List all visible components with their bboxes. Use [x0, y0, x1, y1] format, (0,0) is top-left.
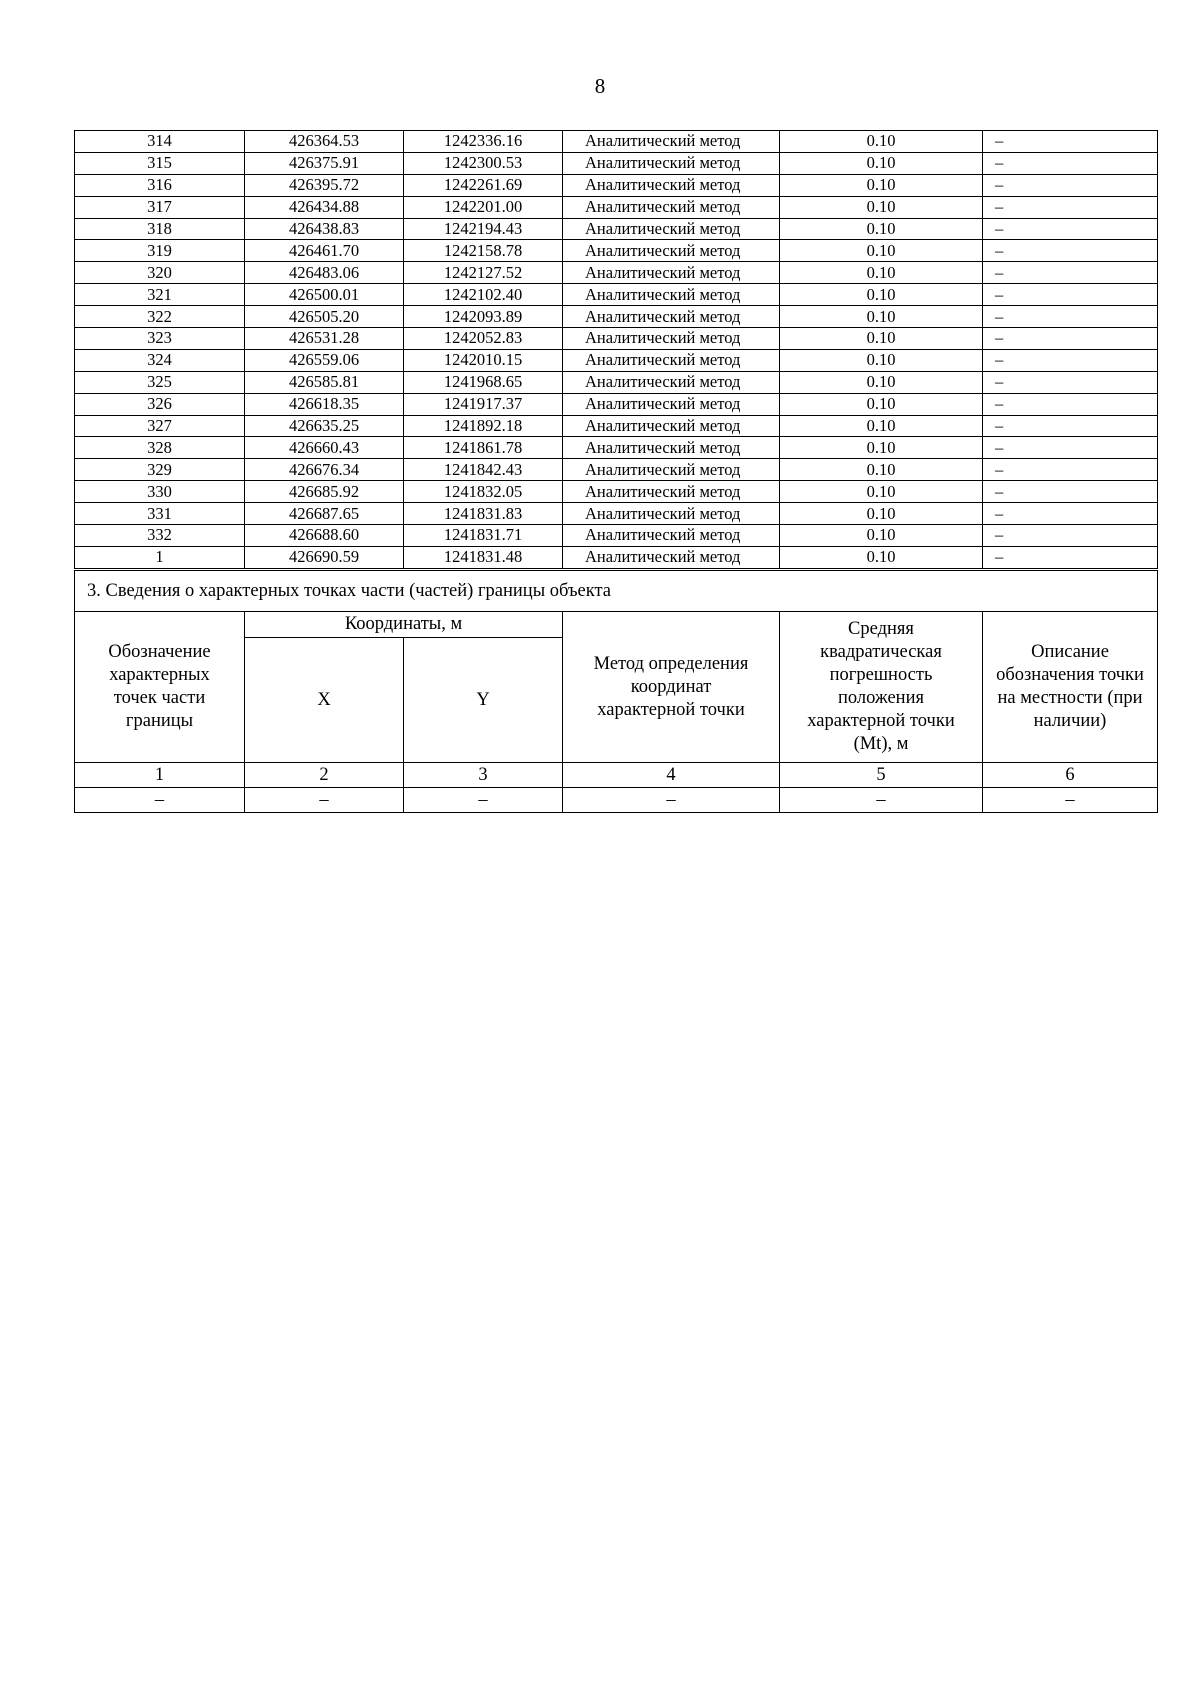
method-cell: Аналитический метод — [563, 174, 780, 196]
point-number-cell: 322 — [75, 306, 245, 328]
method-cell: Аналитический метод — [563, 328, 780, 350]
point-number-cell: 1 — [75, 546, 245, 568]
column-number-cell: 4 — [563, 763, 780, 788]
coord-y-cell: 1242300.53 — [404, 152, 563, 174]
point-number-cell: 332 — [75, 525, 245, 547]
point-number-cell: 316 — [75, 174, 245, 196]
point-number-cell: 327 — [75, 415, 245, 437]
section3-table — [74, 570, 1158, 813]
point-number-cell: 325 — [75, 371, 245, 393]
coord-y-cell: 1242010.15 — [404, 349, 563, 371]
point-number-cell: 315 — [75, 152, 245, 174]
coord-x-cell: 426505.20 — [245, 306, 404, 328]
table-row — [75, 131, 1158, 153]
table-row — [75, 481, 1158, 503]
point-number-cell: 318 — [75, 218, 245, 240]
accuracy-cell: 0.10 — [780, 262, 983, 284]
table-row — [75, 218, 1158, 240]
accuracy-cell: 0.10 — [780, 328, 983, 350]
accuracy-cell: 0.10 — [780, 218, 983, 240]
point-number-cell: 328 — [75, 437, 245, 459]
accuracy-cell: 0.10 — [780, 546, 983, 568]
point-number-cell: 320 — [75, 262, 245, 284]
header-x: X — [245, 638, 404, 763]
method-cell: Аналитический метод — [563, 459, 780, 481]
point-number-cell: 317 — [75, 196, 245, 218]
point-number-cell: 314 — [75, 131, 245, 153]
description-cell: – — [983, 393, 1158, 415]
coord-x-cell: 426500.01 — [245, 284, 404, 306]
header-point-designation: Обозначение характерных точек части границы — [75, 612, 245, 763]
coord-x-cell: 426618.35 — [245, 393, 404, 415]
coord-x-cell: 426585.81 — [245, 371, 404, 393]
description-cell: – — [983, 152, 1158, 174]
table-row — [75, 371, 1158, 393]
description-cell: – — [983, 349, 1158, 371]
accuracy-cell: 0.10 — [780, 131, 983, 153]
header-accuracy — [780, 612, 983, 763]
coord-y-cell: 1242194.43 — [404, 218, 563, 240]
method-cell: Аналитический метод — [563, 152, 780, 174]
empty-value-cell: – — [245, 788, 404, 813]
accuracy-cell: 0.10 — [780, 437, 983, 459]
description-cell: – — [983, 546, 1158, 568]
section3-empty-row — [75, 788, 1158, 813]
description-cell: – — [983, 131, 1158, 153]
coord-x-cell: 426364.53 — [245, 131, 404, 153]
header-y: Y — [404, 638, 563, 763]
section3-title: 3. Сведения о характерных точках части (частей) границы объекта — [75, 571, 1158, 612]
empty-value-cell: – — [404, 788, 563, 813]
table-row — [75, 415, 1158, 437]
header-method: Метод определения координат характерной точки — [563, 612, 780, 763]
coord-x-cell: 426688.60 — [245, 525, 404, 547]
column-number-cell: 2 — [245, 763, 404, 788]
section3-column-numbers-row — [75, 763, 1158, 788]
method-cell: Аналитический метод — [563, 525, 780, 547]
coord-y-cell: 1241842.43 — [404, 459, 563, 481]
description-cell: – — [983, 174, 1158, 196]
description-cell: – — [983, 284, 1158, 306]
description-cell: – — [983, 328, 1158, 350]
table-row — [75, 437, 1158, 459]
description-cell: – — [983, 503, 1158, 525]
coord-y-cell: 1242093.89 — [404, 306, 563, 328]
coord-y-cell: 1241831.83 — [404, 503, 563, 525]
boundary-points-body — [75, 131, 1158, 569]
method-cell: Аналитический метод — [563, 393, 780, 415]
accuracy-cell: 0.10 — [780, 306, 983, 328]
coord-x-cell: 426438.83 — [245, 218, 404, 240]
accuracy-cell: 0.10 — [780, 240, 983, 262]
description-cell: – — [983, 525, 1158, 547]
point-number-cell: 324 — [75, 349, 245, 371]
method-cell: Аналитический метод — [563, 371, 780, 393]
description-cell: – — [983, 481, 1158, 503]
coord-y-cell: 1241831.71 — [404, 525, 563, 547]
coord-y-cell: 1242336.16 — [404, 131, 563, 153]
coord-x-cell: 426690.59 — [245, 546, 404, 568]
coord-x-cell: 426685.92 — [245, 481, 404, 503]
point-number-cell: 323 — [75, 328, 245, 350]
coord-y-cell: 1242201.00 — [404, 196, 563, 218]
empty-value-cell: – — [983, 788, 1158, 813]
empty-value-cell: – — [75, 788, 245, 813]
coord-x-cell: 426635.25 — [245, 415, 404, 437]
coord-x-cell: 426559.06 — [245, 349, 404, 371]
coord-y-cell: 1241831.48 — [404, 546, 563, 568]
point-number-cell: 319 — [75, 240, 245, 262]
method-cell: Аналитический метод — [563, 546, 780, 568]
header-accuracy-text: Средняя квадратическая погрешность положения характерной точки (Mt), м — [807, 619, 955, 754]
table-row — [75, 503, 1158, 525]
column-number-cell: 6 — [983, 763, 1158, 788]
method-cell: Аналитический метод — [563, 503, 780, 525]
coord-y-cell: 1241917.37 — [404, 393, 563, 415]
header-description: Описание обозначения точки на местности (при наличии) — [983, 612, 1158, 763]
description-cell: – — [983, 196, 1158, 218]
table-row — [75, 525, 1158, 547]
accuracy-cell: 0.10 — [780, 152, 983, 174]
table-row — [75, 240, 1158, 262]
empty-value-cell: – — [780, 788, 983, 813]
accuracy-cell: 0.10 — [780, 371, 983, 393]
table-row — [75, 284, 1158, 306]
coord-x-cell: 426434.88 — [245, 196, 404, 218]
accuracy-cell: 0.10 — [780, 415, 983, 437]
coord-x-cell: 426375.91 — [245, 152, 404, 174]
table-row — [75, 196, 1158, 218]
coord-y-cell: 1241968.65 — [404, 371, 563, 393]
coord-x-cell: 426483.06 — [245, 262, 404, 284]
method-cell: Аналитический метод — [563, 218, 780, 240]
coord-x-cell: 426395.72 — [245, 174, 404, 196]
accuracy-cell: 0.10 — [780, 349, 983, 371]
description-cell: – — [983, 371, 1158, 393]
point-number-cell: 326 — [75, 393, 245, 415]
description-cell: – — [983, 459, 1158, 481]
description-cell: – — [983, 240, 1158, 262]
column-number-cell: 3 — [404, 763, 563, 788]
accuracy-cell: 0.10 — [780, 174, 983, 196]
description-cell: – — [983, 437, 1158, 459]
method-cell: Аналитический метод — [563, 306, 780, 328]
table-row — [75, 262, 1158, 284]
column-number-cell: 5 — [780, 763, 983, 788]
point-number-cell: 329 — [75, 459, 245, 481]
method-cell: Аналитический метод — [563, 131, 780, 153]
method-cell: Аналитический метод — [563, 415, 780, 437]
empty-value-cell: – — [563, 788, 780, 813]
table-row — [75, 328, 1158, 350]
point-number-cell: 321 — [75, 284, 245, 306]
coord-y-cell: 1241861.78 — [404, 437, 563, 459]
accuracy-cell: 0.10 — [780, 525, 983, 547]
description-cell: – — [983, 218, 1158, 240]
table-row — [75, 349, 1158, 371]
description-cell: – — [983, 415, 1158, 437]
section3-title-row — [75, 571, 1158, 612]
coord-y-cell: 1241832.05 — [404, 481, 563, 503]
page-number: 8 — [594, 74, 606, 98]
method-cell: Аналитический метод — [563, 196, 780, 218]
coord-x-cell: 426676.34 — [245, 459, 404, 481]
point-number-cell: 330 — [75, 481, 245, 503]
coord-y-cell: 1242127.52 — [404, 262, 563, 284]
description-cell: – — [983, 306, 1158, 328]
header-coordinates: Координаты, м — [245, 612, 563, 638]
table-row — [75, 546, 1158, 568]
point-number-cell: 331 — [75, 503, 245, 525]
description-cell: – — [983, 262, 1158, 284]
method-cell: Аналитический метод — [563, 481, 780, 503]
accuracy-cell: 0.10 — [780, 393, 983, 415]
coord-x-cell: 426687.65 — [245, 503, 404, 525]
table-row — [75, 174, 1158, 196]
table-row — [75, 306, 1158, 328]
accuracy-cell: 0.10 — [780, 459, 983, 481]
method-cell: Аналитический метод — [563, 284, 780, 306]
coord-y-cell: 1242158.78 — [404, 240, 563, 262]
table-row — [75, 393, 1158, 415]
coord-y-cell: 1242261.69 — [404, 174, 563, 196]
accuracy-cell: 0.10 — [780, 481, 983, 503]
method-cell: Аналитический метод — [563, 437, 780, 459]
column-number-cell: 1 — [75, 763, 245, 788]
coord-x-cell: 426531.28 — [245, 328, 404, 350]
table-row — [75, 152, 1158, 174]
accuracy-cell: 0.10 — [780, 503, 983, 525]
method-cell: Аналитический метод — [563, 262, 780, 284]
accuracy-cell: 0.10 — [780, 196, 983, 218]
method-cell: Аналитический метод — [563, 349, 780, 371]
coord-x-cell: 426461.70 — [245, 240, 404, 262]
accuracy-cell: 0.10 — [780, 284, 983, 306]
coord-y-cell: 1242052.83 — [404, 328, 563, 350]
coord-x-cell: 426660.43 — [245, 437, 404, 459]
boundary-points-table — [74, 130, 1158, 569]
section3-header-row-1 — [75, 612, 1158, 638]
coord-y-cell: 1242102.40 — [404, 284, 563, 306]
coord-y-cell: 1241892.18 — [404, 415, 563, 437]
method-cell: Аналитический метод — [563, 240, 780, 262]
table-row — [75, 459, 1158, 481]
